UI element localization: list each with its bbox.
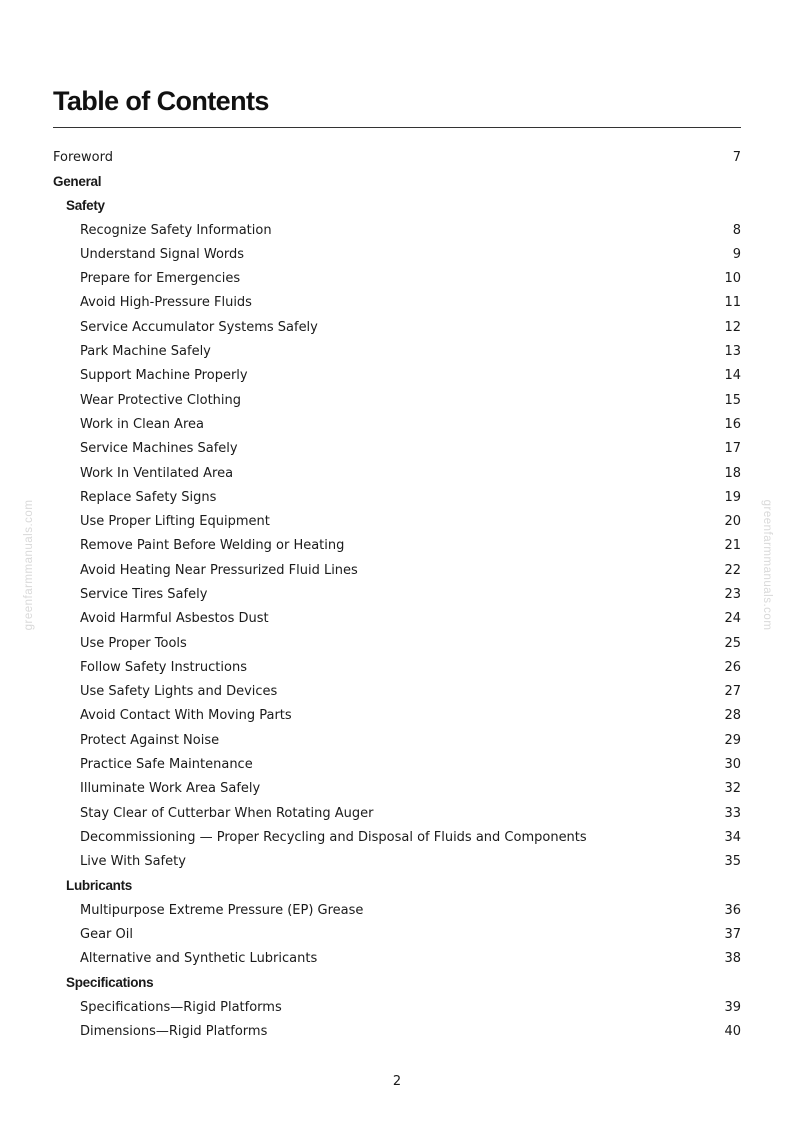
- toc-entry-title: Wear Protective Clothing: [80, 392, 242, 408]
- toc-page-number: 23: [724, 586, 741, 602]
- toc-entry[interactable]: [53, 485, 741, 509]
- toc-entry[interactable]: [53, 364, 741, 388]
- toc-page-number: 17: [724, 441, 741, 457]
- toc-entry[interactable]: [53, 145, 741, 169]
- toc-entry-title: Protect Against Noise: [80, 732, 220, 748]
- toc-entry[interactable]: [53, 582, 741, 606]
- toc-entry-title: Work In Ventilated Area: [80, 465, 234, 481]
- toc-section-heading: [53, 971, 741, 995]
- toc-entry-title: Service Accumulator Systems Safely: [80, 319, 318, 335]
- toc-entry-title: Practice Safe Maintenance: [80, 757, 253, 773]
- toc-entry-title: Gear Oil: [80, 927, 133, 943]
- toc-entry[interactable]: [53, 704, 741, 728]
- toc-entry-title: Avoid Contact With Moving Parts: [80, 708, 292, 724]
- toc-page-number: 15: [724, 392, 741, 408]
- page-number: 2: [392, 1074, 402, 1089]
- toc-section-heading: [53, 874, 741, 898]
- toc-entry[interactable]: [53, 315, 741, 339]
- toc-page-number: 30: [724, 757, 741, 773]
- title-divider: [53, 127, 741, 128]
- toc-page-number: 37: [724, 927, 741, 943]
- toc-page-number: 35: [724, 854, 741, 870]
- toc-page-number: 13: [724, 344, 741, 360]
- toc-entry[interactable]: [53, 509, 741, 533]
- toc-entry-title: Prepare for Emergencies: [80, 271, 241, 287]
- toc-entry-title: Avoid Harmful Asbestos Dust: [80, 611, 269, 627]
- toc-page-number: 36: [724, 902, 741, 918]
- toc-entry-title: Dimensions—Rigid Platforms: [80, 1024, 268, 1040]
- toc-entry-title: Remove Paint Before Welding or Heating: [80, 538, 345, 554]
- toc-entry-title: Replace Safety Signs: [80, 489, 217, 505]
- toc-entry-title: Avoid High-Pressure Fluids: [80, 295, 252, 311]
- toc-entry-title: Illuminate Work Area Safely: [80, 781, 261, 797]
- toc-page-number: 32: [724, 781, 741, 797]
- toc-entry[interactable]: [53, 388, 741, 412]
- toc-page-number: 25: [724, 635, 741, 651]
- toc-page-number: 24: [724, 611, 741, 627]
- toc-section-heading: [53, 194, 741, 218]
- toc-page-number: 20: [724, 514, 741, 530]
- toc-entry[interactable]: [53, 607, 741, 631]
- toc-page-number: 7: [732, 149, 741, 165]
- toc-entry[interactable]: [53, 801, 741, 825]
- toc-entry-title: Service Machines Safely: [80, 441, 238, 457]
- toc-page-number: 18: [724, 465, 741, 481]
- toc-entry[interactable]: [53, 947, 741, 971]
- toc-entry[interactable]: [53, 995, 741, 1019]
- toc-entry-title: Multipurpose Extreme Pressure (EP) Grease: [80, 902, 364, 918]
- toc-page-number: 12: [724, 319, 741, 335]
- toc-page-number: 9: [732, 246, 741, 262]
- toc-entry[interactable]: [53, 777, 741, 801]
- toc-page-number: 16: [724, 416, 741, 432]
- watermark-left: greenfarmmanuals.com: [23, 499, 35, 631]
- toc-entry-title: Stay Clear of Cutterbar When Rotating Auger: [80, 805, 374, 821]
- toc-entry[interactable]: [53, 291, 741, 315]
- toc-page-number: 34: [724, 829, 741, 845]
- toc-entry-title: Alternative and Synthetic Lubricants: [80, 951, 318, 967]
- toc-entry[interactable]: [53, 339, 741, 363]
- toc-entry-title: Work in Clean Area: [80, 416, 204, 432]
- toc-page-number: 19: [724, 489, 741, 505]
- toc-page-number: 39: [724, 1000, 741, 1016]
- toc-entry-title: Service Tires Safely: [80, 586, 208, 602]
- toc-entry[interactable]: [53, 437, 741, 461]
- toc-page-number: 38: [724, 951, 741, 967]
- toc-entry[interactable]: [53, 655, 741, 679]
- toc-entry-title: Safety: [66, 197, 105, 213]
- toc-entry[interactable]: [53, 242, 741, 266]
- toc-page-number: 33: [724, 805, 741, 821]
- toc-entry[interactable]: [53, 218, 741, 242]
- toc-page-number: 10: [724, 271, 741, 287]
- toc-entry-title: General: [53, 173, 102, 189]
- toc-entry-title: Specifications—Rigid Platforms: [80, 1000, 282, 1016]
- toc-entry-title: Use Proper Tools: [80, 635, 187, 651]
- watermark-right: greenfarmmanuals.com: [761, 499, 773, 631]
- toc-entry-title: Park Machine Safely: [80, 344, 211, 360]
- toc-page-number: 22: [724, 562, 741, 578]
- toc-entry[interactable]: [53, 728, 741, 752]
- toc-page-number: 28: [724, 708, 741, 724]
- toc-entry-title: Lubricants: [66, 878, 133, 894]
- toc-page-number: 27: [724, 684, 741, 700]
- table-of-contents: [53, 145, 741, 1044]
- toc-entry[interactable]: [53, 1020, 741, 1044]
- toc-entry-title: Use Proper Lifting Equipment: [80, 514, 270, 530]
- toc-entry-title: Use Safety Lights and Devices: [80, 684, 278, 700]
- toc-entry[interactable]: [53, 850, 741, 874]
- toc-page-number: 8: [732, 222, 741, 238]
- toc-entry-title: Recognize Safety Information: [80, 222, 272, 238]
- page-title: Table of Contents: [53, 86, 269, 116]
- toc-entry[interactable]: [53, 923, 741, 947]
- toc-entry[interactable]: [53, 680, 741, 704]
- toc-entry[interactable]: [53, 825, 741, 849]
- toc-page-number: 40: [724, 1024, 741, 1040]
- toc-page-number: 26: [724, 659, 741, 675]
- toc-entry-title: Live With Safety: [80, 854, 186, 870]
- toc-entry-title: Foreword: [53, 149, 113, 165]
- toc-entry[interactable]: [53, 266, 741, 290]
- toc-page-number: 21: [724, 538, 741, 554]
- toc-entry[interactable]: [53, 898, 741, 922]
- toc-entry-title: Decommissioning — Proper Recycling and Disposal of Fluids and Components: [80, 829, 587, 845]
- toc-entry-title: Specifications: [66, 975, 154, 991]
- toc-page-number: 11: [724, 295, 741, 311]
- toc-entry[interactable]: [53, 534, 741, 558]
- toc-entry[interactable]: [53, 412, 741, 436]
- toc-entry[interactable]: [53, 752, 741, 776]
- toc-page-number: 29: [724, 732, 741, 748]
- toc-entry[interactable]: [53, 461, 741, 485]
- toc-entry-title: Support Machine Properly: [80, 368, 248, 384]
- toc-section-heading: [53, 169, 741, 193]
- toc-entry[interactable]: [53, 558, 741, 582]
- toc-entry-title: Avoid Heating Near Pressurized Fluid Lines: [80, 562, 358, 578]
- toc-entry-title: Follow Safety Instructions: [80, 659, 247, 675]
- toc-entry[interactable]: [53, 631, 741, 655]
- toc-entry-title: Understand Signal Words: [80, 246, 245, 262]
- toc-page-number: 14: [724, 368, 741, 384]
